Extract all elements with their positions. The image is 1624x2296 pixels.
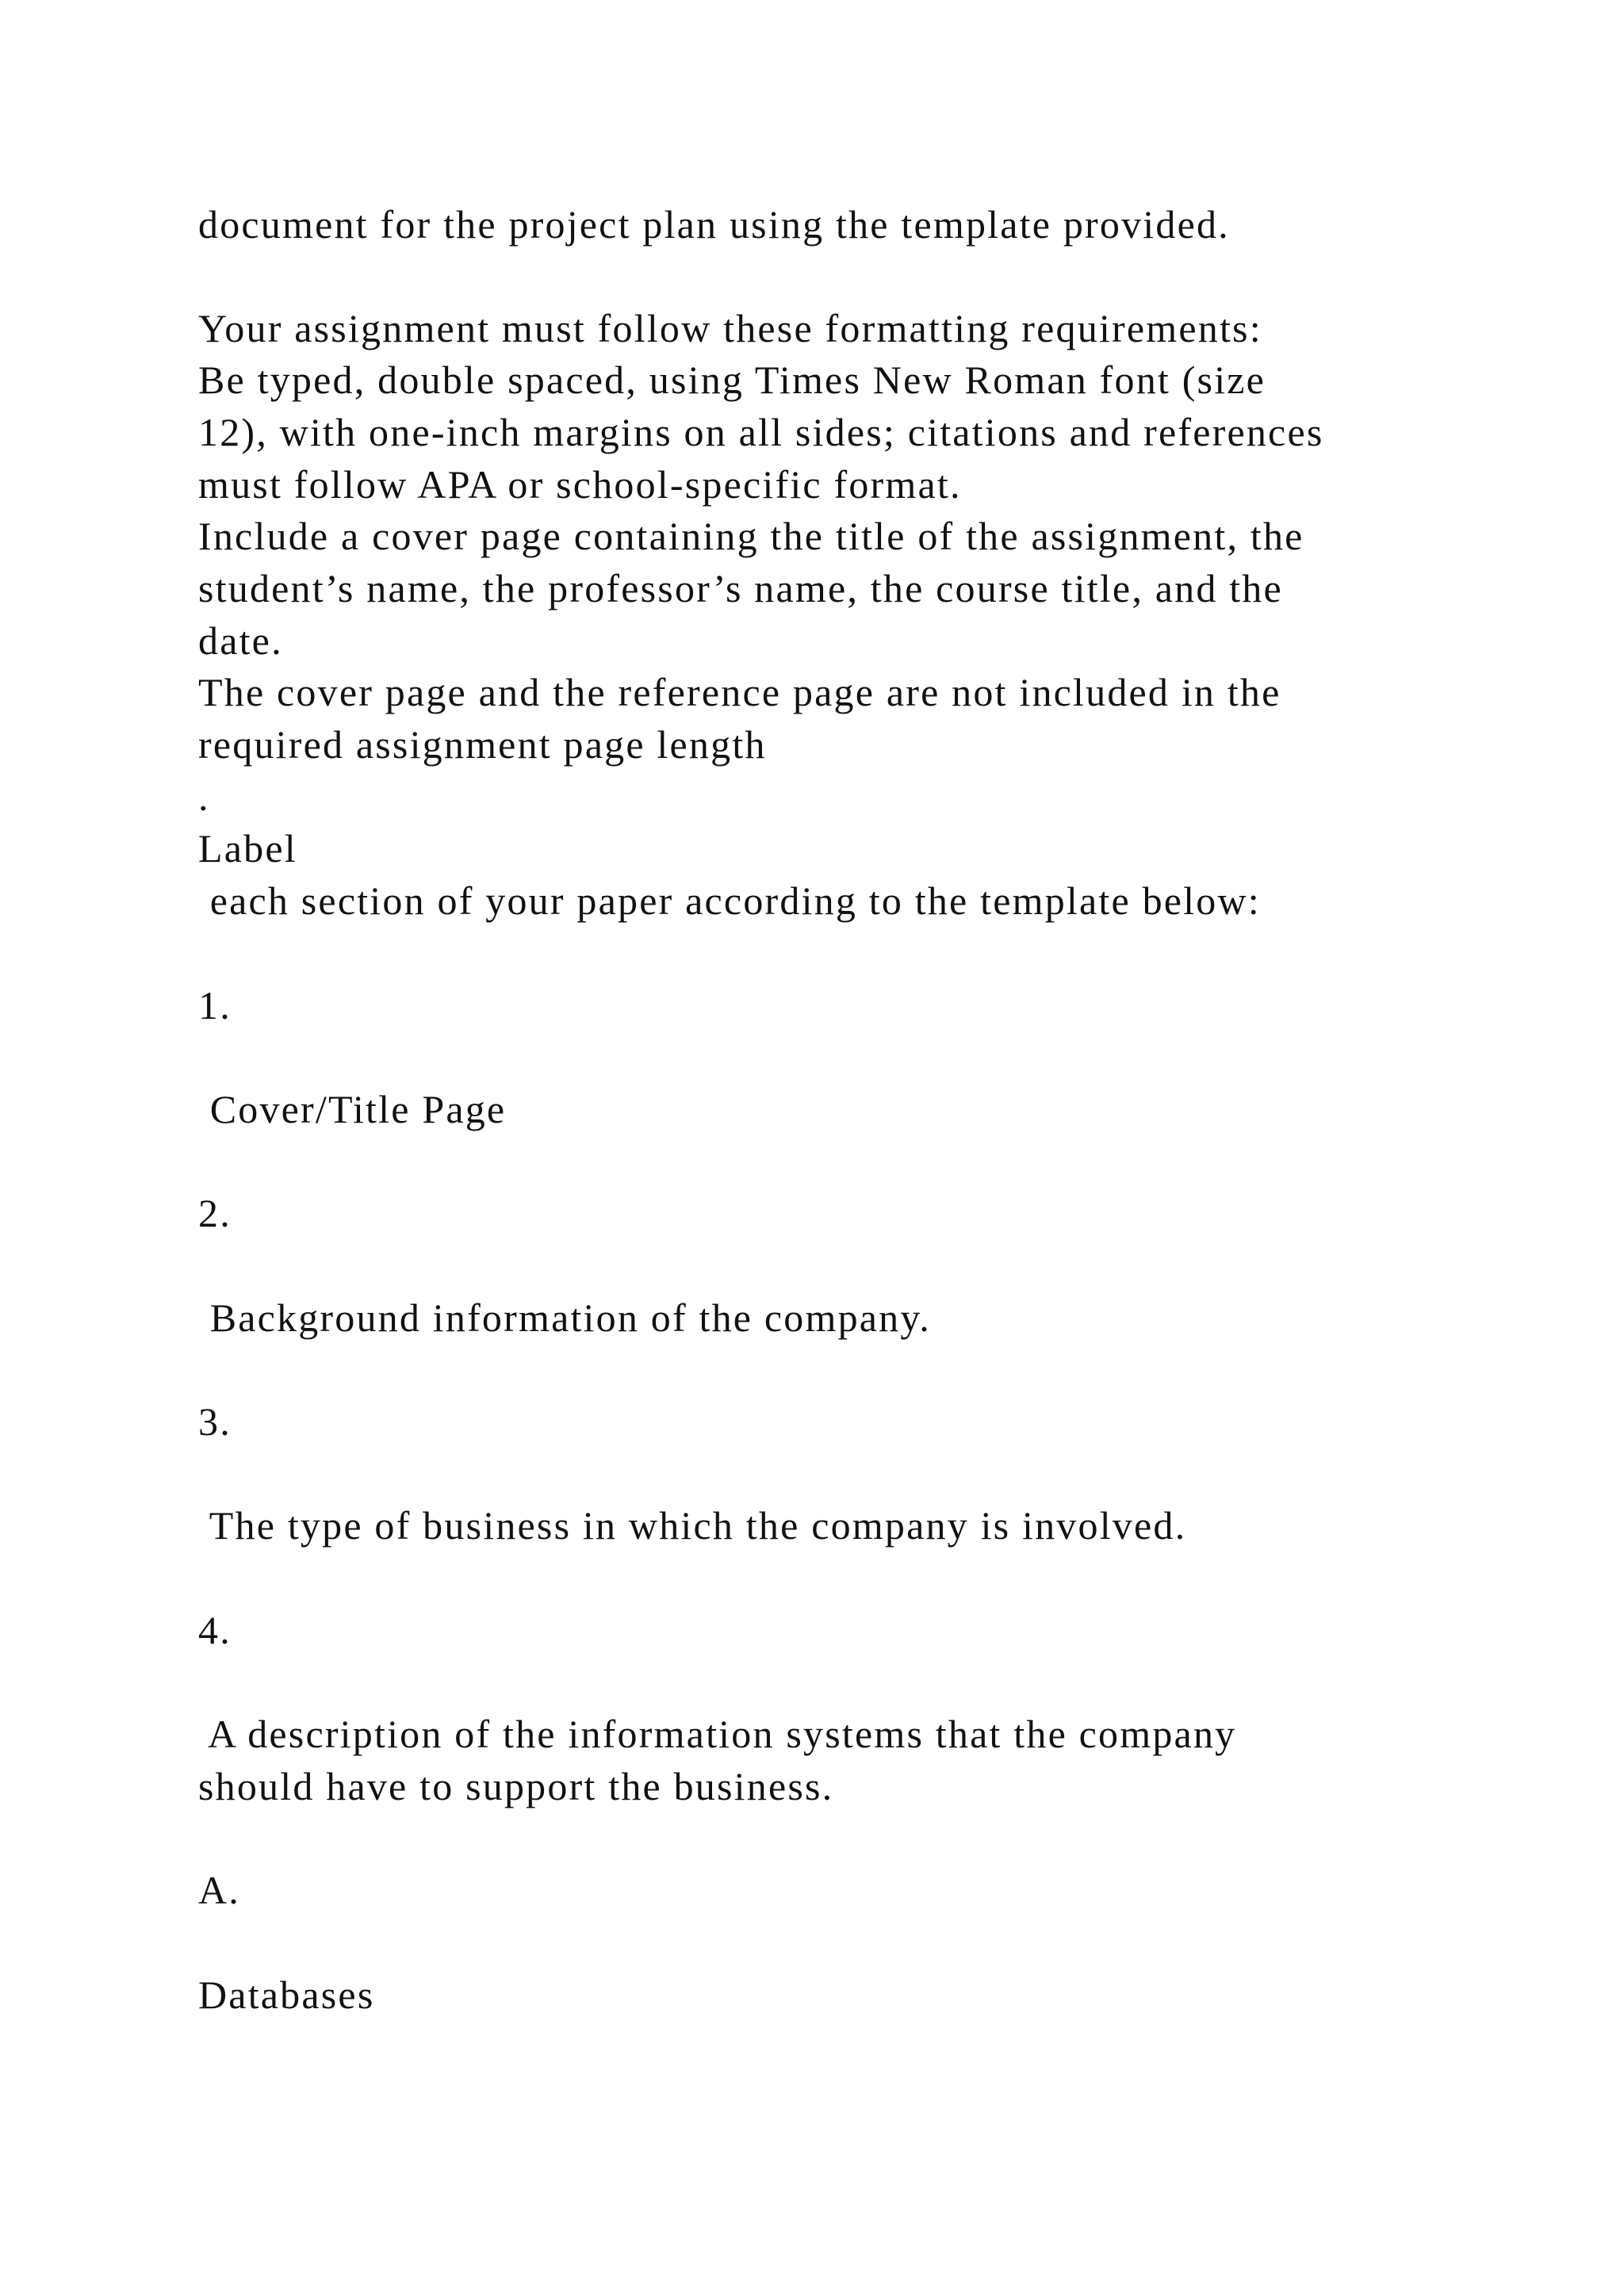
list-number: 2. — [198, 1191, 232, 1235]
text-line: must follow APA or school-specific format. — [198, 462, 962, 507]
list-item-text: should have to support the business. — [198, 1764, 834, 1808]
text-line: Include a cover page containing the title of the assignment, the — [198, 514, 1304, 558]
sublist-item-text: Databases — [198, 1973, 375, 2017]
list-item-text: A description of the information systems that the company — [198, 1712, 1237, 1756]
list-item-text: Cover/Title Page — [198, 1087, 507, 1131]
text-line: The cover page and the reference page are not included in the — [198, 670, 1281, 714]
sublist-letter: A. — [198, 1868, 241, 1912]
list-item-text: The type of business in which the company is involved. — [198, 1503, 1187, 1548]
list-number: 3. — [198, 1399, 232, 1444]
text-line: Label — [198, 826, 297, 871]
text-line: 12), with one-inch margins on all sides; citations and references — [198, 410, 1324, 454]
text-line: document for the project plan using the template provided. — [198, 202, 1230, 247]
text-line: Your assignment must follow these formatting requirements: — [198, 306, 1262, 350]
text-line: each section of your paper according to the template below: — [198, 878, 1261, 923]
text-line: date. — [198, 618, 283, 663]
text-line: student’s name, the professor’s name, the course title, and the — [198, 566, 1283, 610]
list-number: 4. — [198, 1608, 232, 1652]
text-line: Be typed, double spaced, using Times New Roman font (size — [198, 358, 1266, 402]
text-line: required assignment page length — [198, 722, 767, 767]
text-line: . — [198, 775, 210, 819]
list-number: 1. — [198, 983, 232, 1027]
list-item-text: Background information of the company. — [198, 1295, 932, 1340]
